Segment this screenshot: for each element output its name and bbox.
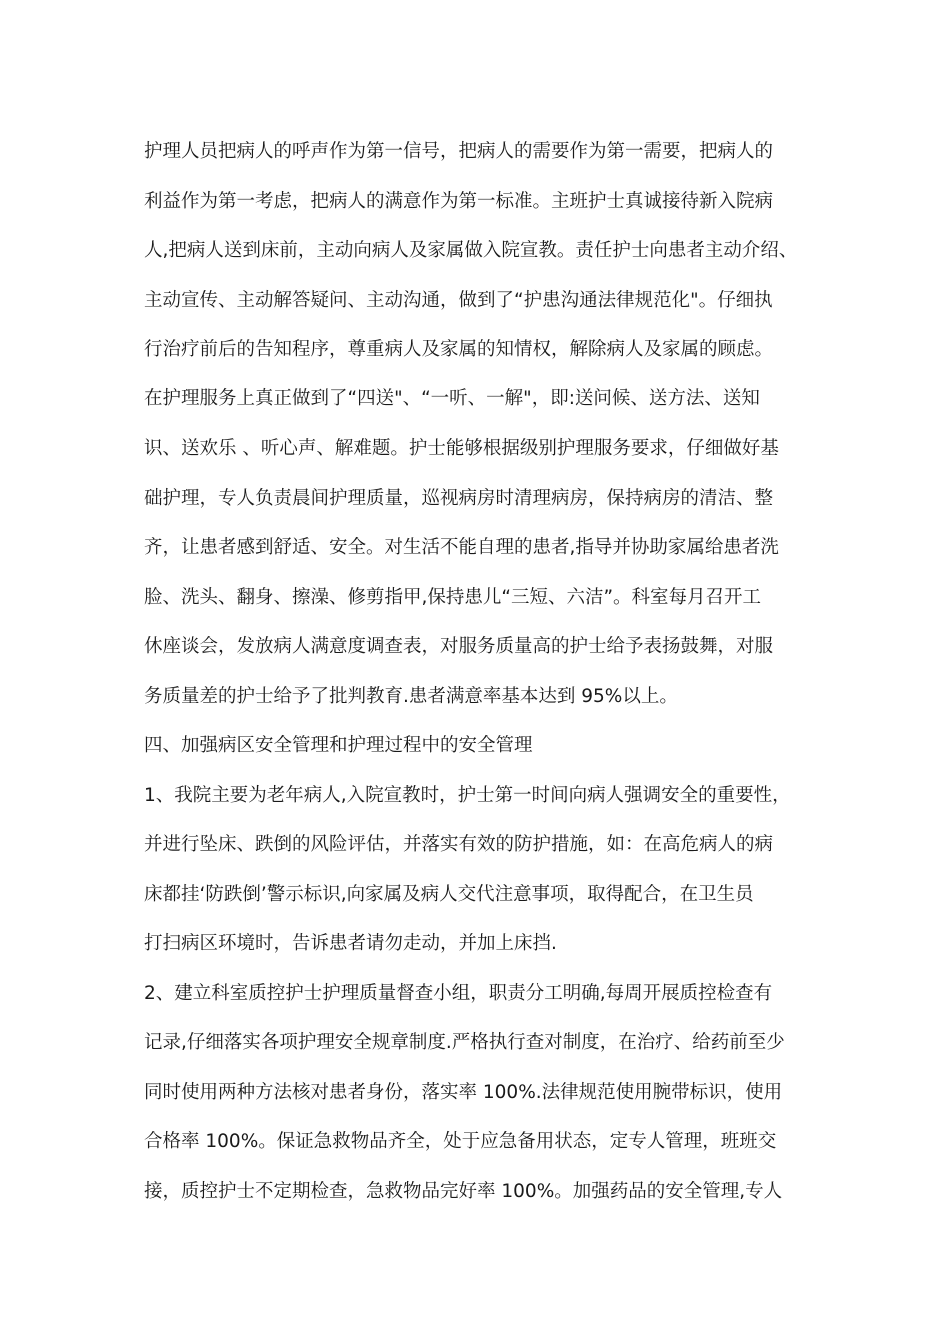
text-line: 并进行坠床、跌倒的风险评估，并落实有效的防护措施，如：在高危病人的病 <box>144 834 774 855</box>
text-line: 1、我院主要为老年病人,入院宣教时，护士第一时间向病人强调安全的重要性， <box>144 785 791 806</box>
text-line: 合格率 100%。保证急救物品齐全，处于应急备用状态，定专人管理，班班交 <box>144 1131 777 1152</box>
text-line: 主动宣传、主动解答疑问、主动沟通，做到了“护患沟通法律规范化"。仔细执 <box>144 290 773 311</box>
section-heading: 四、加强病区安全管理和护理过程中的安全管理 <box>144 735 533 756</box>
text-line: 识、送欢乐 、听心声、解难题。护士能够根据级别护理服务要求，仔细做好基 <box>144 438 779 459</box>
text-line: 行治疗前后的告知程序，尊重病人及家属的知情权，解除病人及家属的顾虑。 <box>144 339 774 360</box>
text-line: 同时使用两种方法核对患者身份，落实率 100%.法律规范使用腕带标识，使用 <box>144 1082 783 1103</box>
text-line: 记录,仔细落实各项护理安全规章制度.严格执行查对制度，在治疗、给药前至少 <box>144 1032 785 1053</box>
text-line: 务质量差的护士给予了批判教育.患者满意率基本达到 95%以上。 <box>144 686 678 707</box>
text-line: 齐，让患者感到舒适、安全。对生活不能自理的患者,指导并协助家属给患者洗 <box>144 537 779 558</box>
text-line: 打扫病区环境时，告诉患者请勿走动，并加上床挡. <box>144 933 557 954</box>
text-line: 休座谈会，发放病人满意度调查表，对服务质量高的护士给予表扬鼓舞，对服 <box>144 636 774 657</box>
text-line: 2、建立科室质控护士护理质量督查小组，职责分工明确,每周开展质控检查有 <box>144 983 773 1004</box>
text-line: 护理人员把病人的呼声作为第一信号，把病人的需要作为第一需要，把病人的 <box>144 141 774 162</box>
text-line: 床都挂‘防跌倒’警示标识,向家属及病人交代注意事项，取得配合，在卫生员 <box>144 884 754 905</box>
text-line: 础护理，专人负责晨间护理质量，巡视病房时清理病房，保持病房的清洁、整 <box>144 488 774 509</box>
text-line: 脸、洗头、翻身、擦澡、修剪指甲,保持患儿“三短、六洁”。科室每月召开工 <box>144 587 762 608</box>
text-line: 人,把病人送到床前，主动向病人及家属做入院宣教。责任护士向患者主动介绍、 <box>144 240 798 261</box>
text-line: 利益作为第一考虑，把病人的满意作为第一标准。主班护士真诚接待新入院病 <box>144 191 774 212</box>
text-line: 在护理服务上真正做到了“四送"、“一听、一解"，即:送问候、送方法、送知 <box>144 388 760 409</box>
text-line: 接，质控护士不定期检查，急救物品完好率 100%。加强药品的安全管理,专人 <box>144 1181 783 1202</box>
